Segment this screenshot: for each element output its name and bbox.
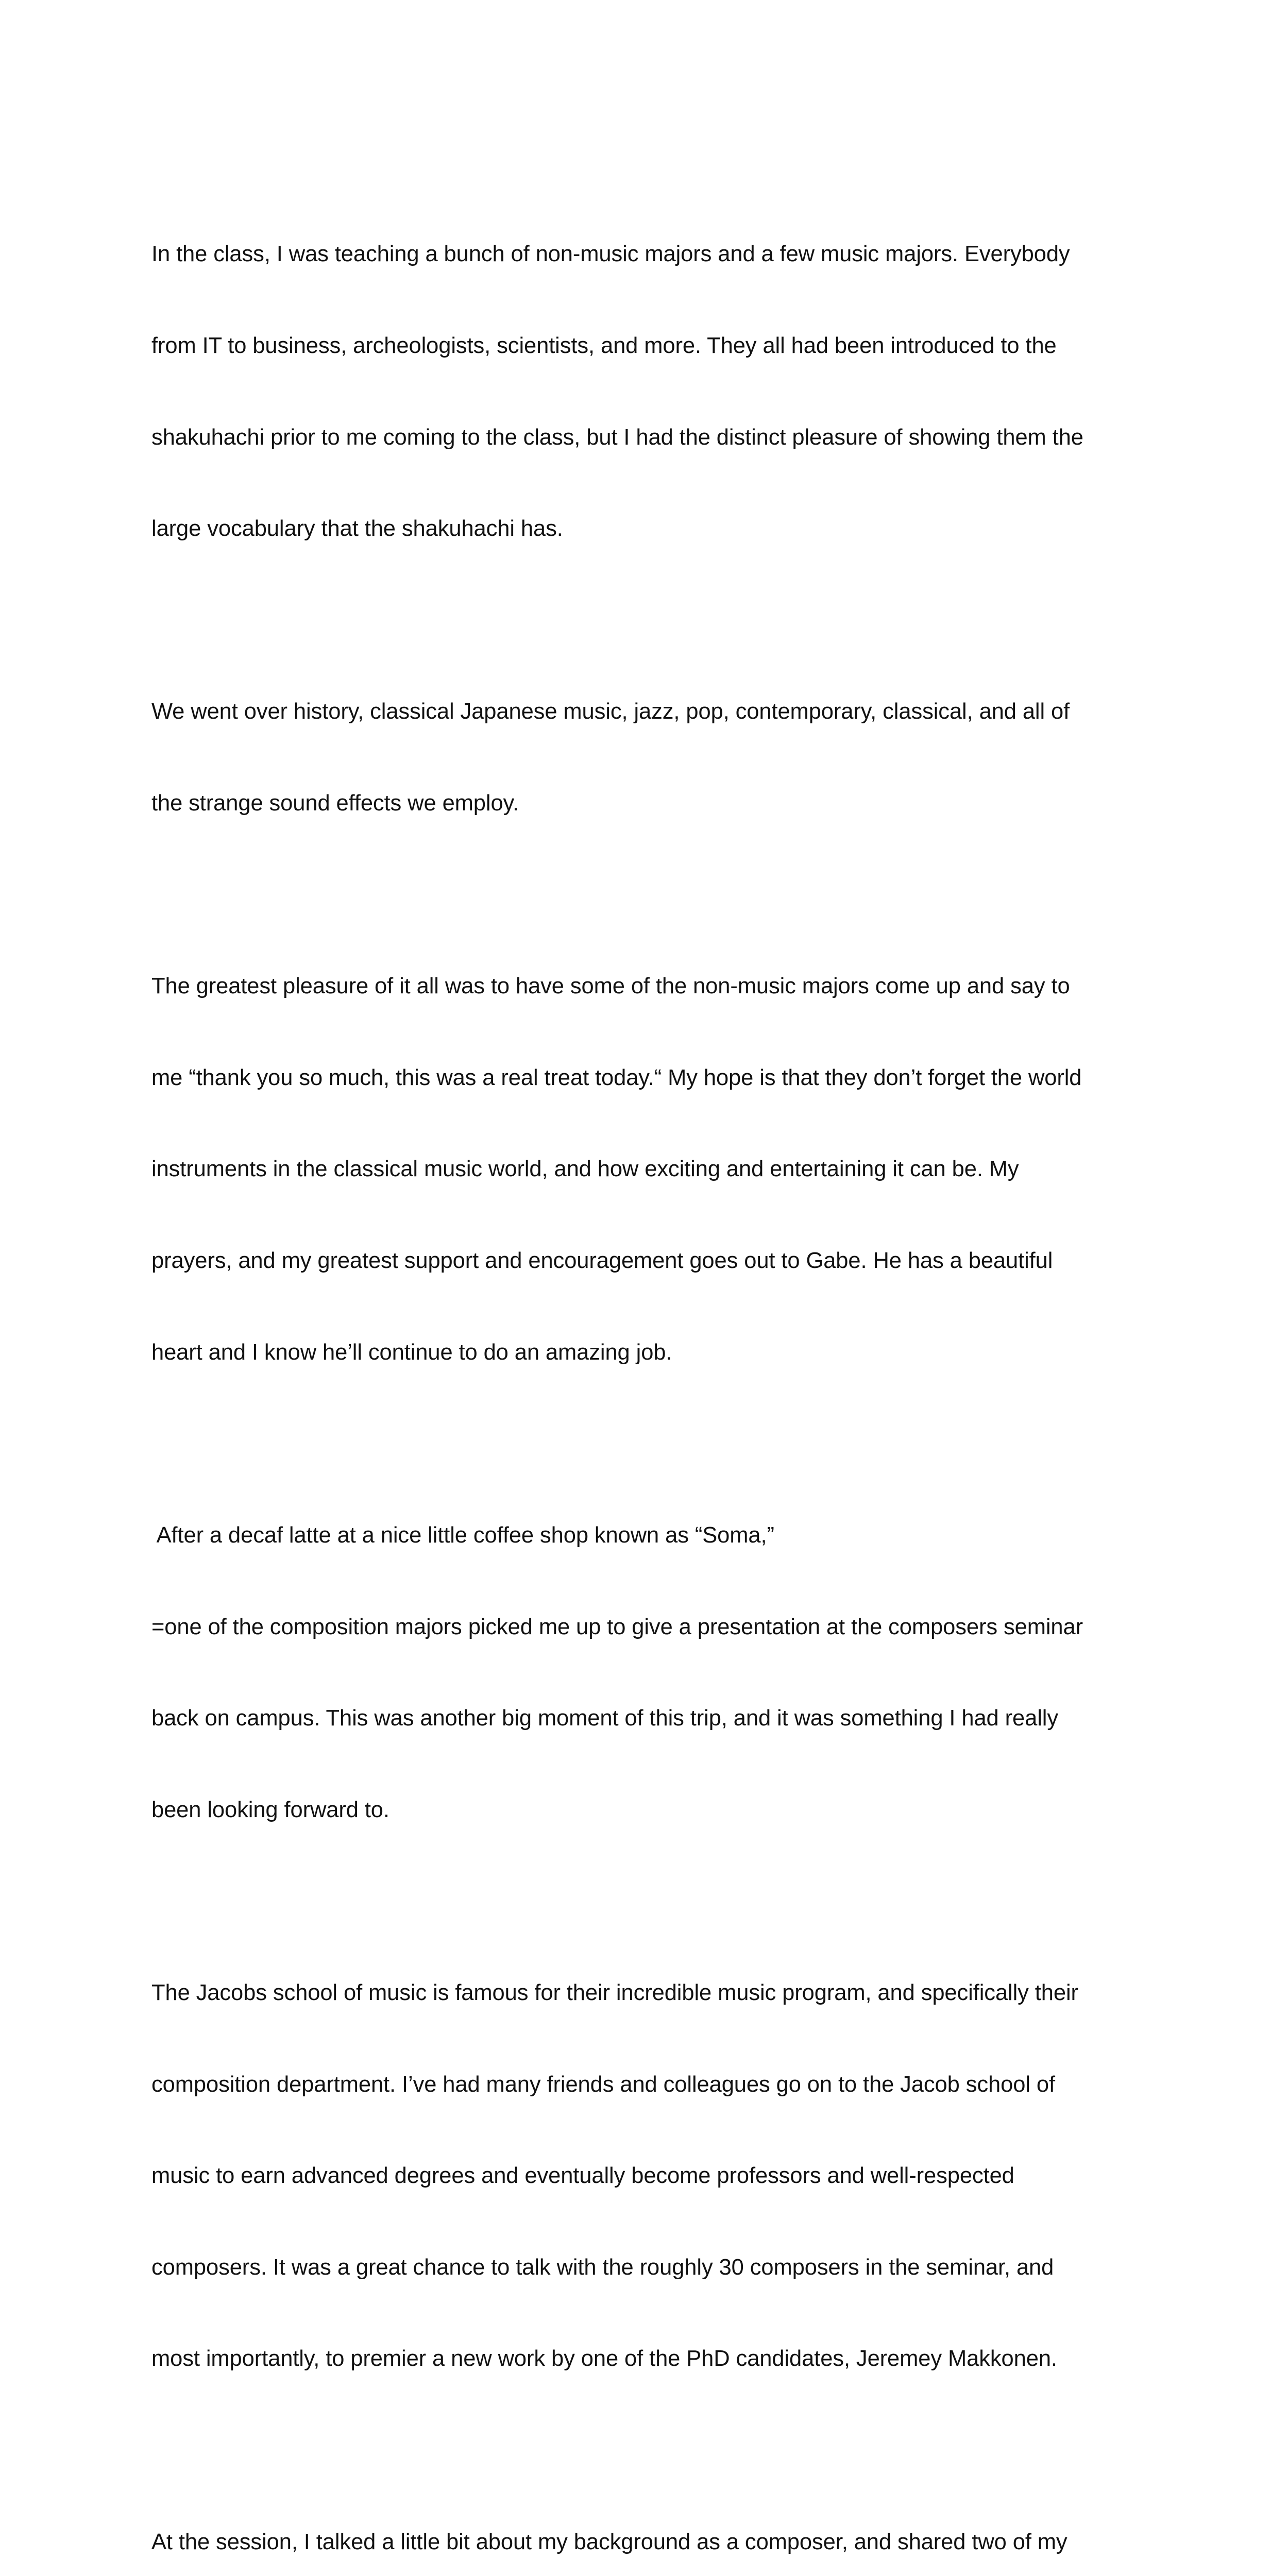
paragraph-jacobs-school [151, 1917, 1161, 2435]
text-line: shakuhachi prior to me coming to the class, but I had the distinct pleasure of showing them the [151, 425, 1083, 450]
text-line: The greatest pleasure of it all was to have some of the non-music majors come up and say to [151, 974, 1070, 999]
text-line: The Jacobs school of music is famous for their incredible music program, and specifically their [151, 1980, 1078, 2005]
text-line: music to earn advanced degrees and eventually become professors and well-respected [151, 2163, 1014, 2189]
text-line: composers. It was a great chance to talk with the roughly 30 composers in the seminar, and [151, 2255, 1054, 2280]
text-line: In the class, I was teaching a bunch of non-music majors and a few music majors. Everybody [151, 242, 1070, 267]
paragraph-coffee-shop [151, 1459, 1161, 1886]
text-line: composition department. I’ve had many friends and colleagues go on to the Jacob school of [151, 2072, 1055, 2097]
text-line: large vocabulary that the shakuhachi has. [151, 516, 563, 541]
paragraph-greatest-pleasure [151, 910, 1161, 1429]
text-line: from IT to business, archeologists, scientists, and more. They all had been introduced to the [151, 333, 1057, 359]
text-line: After a decaf latte at a nice little coffee shop known as “Soma,” [151, 1522, 774, 1548]
text-line: most importantly, to premier a new work by one of the PhD candidates, Jeremey Makkonen. [151, 2346, 1057, 2371]
paragraph-class-intro [151, 178, 1161, 605]
text-line: back on campus. This was another big moment of this trip, and it was something I had really [151, 1706, 1058, 1731]
text-line: heart and I know he’ll continue to do an amazing job. [151, 1340, 672, 1365]
text-line: =one of the composition majors picked me up to give a presentation at the composers seminar [151, 1614, 1083, 1639]
text-line: instruments in the classical music world, and how exciting and entertaining it can be. My [151, 1157, 1019, 1182]
paragraph-session [151, 2466, 1161, 2576]
paragraph-topics [151, 636, 1161, 880]
text-line: me “thank you so much, this was a real treat today.“ My hope is that they don’t forget the world [151, 1065, 1082, 1090]
document-body [151, 178, 1161, 2576]
text-line: At the session, I talked a little bit about my background as a composer, and shared two of my [151, 2529, 1067, 2554]
text-line: been looking forward to. [151, 1797, 389, 1822]
text-line: We went over history, classical Japanese music, jazz, pop, contemporary, classical, and all of [151, 699, 1070, 724]
text-line: prayers, and my greatest support and encouragement goes out to Gabe. He has a beautiful [151, 1248, 1053, 1274]
text-line: the strange sound effects we employ. [151, 791, 519, 816]
